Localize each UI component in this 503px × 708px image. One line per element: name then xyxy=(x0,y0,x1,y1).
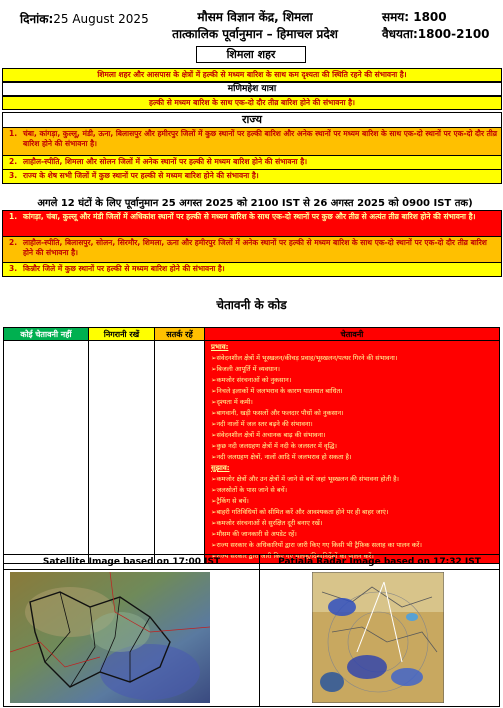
warning-codes-table xyxy=(3,327,500,564)
impact-item: ➢ निचले इलाकों में जलभराव के कारण यातायात बाधित। xyxy=(211,386,493,397)
code-warning: चेतावनी xyxy=(205,328,500,341)
state-item-1: 1. चंबा, कांगड़ा, कुल्लू, मंडी, ऊना, बिलासपुर और हमीरपुर जिलों में कुछ स्थानों पर हल्की बारिश और अनेक स्थानों पर मध्यम बारिश के साथ एक-दो स्थानों पर एक-दो दौर तीव्र बारिश होने की संभावना है। xyxy=(3,128,501,156)
office-name: मौसम विज्ञान केंद्र, शिमला xyxy=(197,10,313,24)
impact-item: ➢ दृश्यता में कमी। xyxy=(211,397,493,408)
impact-label: प्रभाव: xyxy=(211,343,229,351)
state-title: राज्य xyxy=(2,112,502,128)
alert-cell xyxy=(155,341,205,564)
bulletin-time xyxy=(382,9,490,43)
advice-item: ➢ कमजोर क्षेत्रों और उन क्षेत्रों में जाने से बचें जहां भूस्खलन की संभावना होती है। xyxy=(211,474,493,485)
satellite-caption: Satellite Image based on 17:00 IST xyxy=(4,555,259,570)
forecast-12h-list xyxy=(2,210,502,277)
advice-item: ➢ राज्य सरकार के अधिकारियों द्वारा जारी किए गए किसी भी ट्रैफ़िक सलाह का पालन करें। xyxy=(211,540,493,551)
impact-item: ➢ नदी नालों में जल स्तर बढ़ने की संभावना। xyxy=(211,419,493,430)
issue-time: समय: 1800 xyxy=(382,10,447,24)
advice-item: ➢ बाहरी गतिविधियों को सीमित करें और आवश्यकता होने पर ही बाहर जाएं। xyxy=(211,507,493,518)
state-item-3: 3. राज्य के शेष सभी जिलों में कुछ स्थानों पर हल्की से मध्यम बारिश होने की संभावना है। xyxy=(3,170,501,184)
warning-details xyxy=(205,341,500,564)
impact-item: ➢ कमजोर संरचनाओं को नुकसान। xyxy=(211,375,493,386)
code-no-warning: कोई चेतावनी नहीं xyxy=(4,328,89,341)
impact-item: ➢ बागवानी, खड़ी फसलों और फलदार पौधों को नुकसान। xyxy=(211,408,493,419)
forecast-item-3: 3. किन्नौर जिले में कुछ स्थानों पर हल्की से मध्यम बारिश होने की संभावना है। xyxy=(3,263,501,277)
shimla-forecast: शिमला शहर और आसपास के क्षेत्रों में हल्की से मध्यम बारिश के साथ कम दृश्यता की स्थिति रहने की संभावना है। xyxy=(2,68,502,82)
forecast-item-2: 2. लाहौल-स्पीति, बिलासपुर, सोलन, सिरमौर, शिमला, ऊना और हमीरपुर जिलों में अनेक स्थानों पर हल्की से मध्यम बारिश के साथ एक-दो स्थानों पर एक-दो दौर तीव्र बारिश होने की संभावना है। xyxy=(3,237,501,263)
advice-item: ➢ जलस्रोतों के पास जाने से बचें। xyxy=(211,485,493,496)
advice-item: ➢ मौसम की जानकारी से अपडेट रहें। xyxy=(211,529,493,540)
impact-list xyxy=(211,353,493,463)
warning-codes-title: चेतावनी के कोड xyxy=(216,298,287,312)
impact-item: ➢ नदी जलग्रहण क्षेत्रों, नालों आदि में जलभराव हो सकता है। xyxy=(211,452,493,463)
forecast-item-1: 1. कांगड़ा, चंबा, कुल्लू और मंडी जिलों में अधिकांश स्थानों पर हल्की से मध्यम बारिश के साथ एक-दो स्थानों पर कुछ और तीव्र से अत्यंत तीव्र बारिश होने की संभावना है। xyxy=(3,211,501,237)
manimahesh-title: मणिमहेश यात्रा xyxy=(2,82,502,96)
bulletin-type: तात्कालिक पूर्वानुमान – हिमाचल प्रदेश xyxy=(172,27,338,41)
satellite-panel xyxy=(4,555,260,706)
advice-label: सुझाव: xyxy=(211,464,230,472)
impact-item: ➢ संवेदनशील क्षेत्रों में भूस्खलन/कीचड़ प्रवाह/भूस्खलन/पत्थर गिरने की संभावना। xyxy=(211,353,493,364)
radar-image xyxy=(312,572,444,703)
code-watch: निगरानी रखें xyxy=(89,328,155,341)
no-warning-cell xyxy=(4,341,89,564)
advice-list xyxy=(211,474,493,562)
advice-item: ➢ कमजोर संरचनाओं से सुरक्षित दूरी बनाए रखें। xyxy=(211,518,493,529)
advice-item: ➢ राज्य सरकार द्वारा जारी किए गए सलाह/दिशानिर्देशों का पालन करें। xyxy=(211,551,493,562)
issuing-office xyxy=(150,9,360,43)
bulletin-date: दिनांक:25 August 2025 xyxy=(20,12,149,26)
bulletin-header xyxy=(0,0,503,48)
code-alert: सतर्क रहें xyxy=(155,328,205,341)
satellite-image xyxy=(10,572,210,703)
impact-item: ➢ संवेदनशील क्षेत्रों में अचानक बाढ़ की संभावना। xyxy=(211,430,493,441)
radar-panel xyxy=(260,555,499,706)
state-forecast-list xyxy=(2,128,502,184)
advice-item: ➢ ट्रैकिंग से बचें। xyxy=(211,496,493,507)
image-panel xyxy=(3,554,500,707)
forecast-12h-title: अगले 12 घंटों के लिए पूर्वानुमान 25 अगस्त 2025 को 2100 IST से 26 अगस्त 2025 को 0900 IST तक) xyxy=(37,198,473,209)
watch-cell xyxy=(89,341,155,564)
impact-item: ➢ कुछ नदी जलग्रहण क्षेत्रों में नदी के जलस्तर में वृद्धि। xyxy=(211,441,493,452)
manimahesh-forecast: हल्की से मध्यम बारिश के साथ एक-दो दौर तीव्र बारिश होने की संभावना है। xyxy=(2,96,502,110)
validity-time: वैधयता:1800-2100 xyxy=(382,27,490,41)
radar-caption: Patiala Radar Image based on 17:32 IST xyxy=(260,555,499,570)
impact-item: ➢ बिजली आपूर्ति में व्यवधान। xyxy=(211,364,493,375)
shimla-title: शिमला शहर xyxy=(196,46,306,63)
state-item-2: 2. लाहौल-स्पीति, शिमला और सोलन जिलों में अनेक स्थानों पर हल्की से मध्यम बारिश होने की संभावना है। xyxy=(3,156,501,170)
